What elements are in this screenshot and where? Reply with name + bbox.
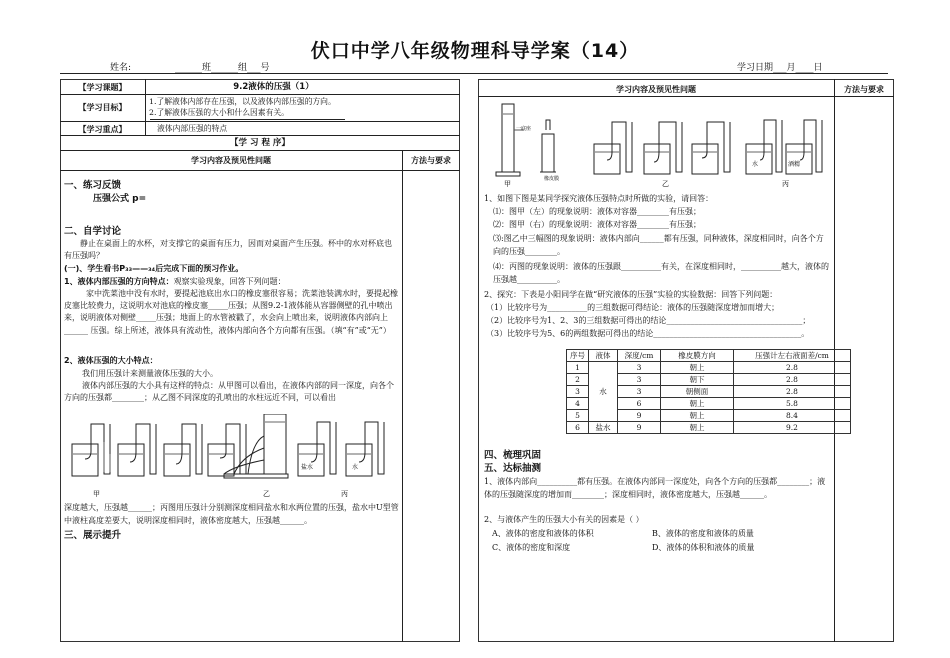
right-fig-label-membrane: 橡皮膜	[544, 176, 560, 182]
table-cell: 5	[567, 410, 589, 422]
q2-2: （2）比较序号为1、2、3的三组数据可得出的结论__________________________________；	[486, 316, 811, 325]
table-cell: 5.8	[734, 398, 851, 410]
left-experiment-figure	[66, 414, 396, 504]
right-col-method: 方法与要求	[844, 85, 884, 94]
s2-item-2: 2、液体压强的大小特点：	[64, 356, 158, 365]
section-1: 一、练习反馈	[64, 180, 122, 191]
figure-jia-sleeve	[540, 120, 556, 172]
table-cell: 朝上	[661, 410, 734, 422]
section-2: 二、自学讨论	[64, 226, 122, 237]
left-fig-label-water: 水	[352, 464, 359, 471]
goal-1: 1.了解液体内部存在压强，以及液体内部压强的方向。	[149, 97, 336, 106]
table-header: 深度/cm	[618, 350, 661, 362]
table-cell: 3	[618, 386, 661, 398]
goal-2: 2.了解液体压强的大小和什么因素有关。	[149, 108, 289, 117]
pressure-formula: 压强公式 p=	[93, 194, 147, 204]
figure-jia-beaker-2	[118, 424, 156, 476]
table-cell: 朝上	[661, 362, 734, 374]
table-cell: 6	[618, 398, 661, 410]
table-cell: 2.8	[734, 374, 851, 386]
table-cell: 3	[618, 374, 661, 386]
right-fig-label-alcohol: 酒精	[788, 161, 801, 168]
topic-value: 9.2液体的压强（1）	[233, 82, 314, 92]
figure-jia-tube	[496, 104, 524, 176]
table-row	[567, 362, 851, 374]
right-fig-label-water: 水	[752, 161, 759, 168]
q2-1: （1）比较序号为__________的三组数据可得结论：液体的压强随深度增加而增大；	[486, 303, 780, 312]
left-fig-label-bing: 丙	[341, 490, 348, 498]
left-fig-label-salt: 盐水	[301, 464, 314, 471]
table-header: 序号	[567, 350, 589, 362]
s2-item-1: 1、液体内部压强的方向特点：	[64, 277, 174, 286]
table-cell-liquid: 水	[589, 362, 618, 422]
section-5: 五、达标抽测	[484, 463, 542, 474]
table-cell: 4	[567, 398, 589, 410]
figure-jia-beaker-3	[164, 424, 202, 476]
q1: 1、如图下图是某同学探究液体压强特点时所做的实验，请回答：	[484, 194, 714, 203]
table-cell: 朝下	[661, 374, 734, 386]
q1-1: ⑴：图甲（左）的现象说明：液体对容器________有压强；	[493, 207, 701, 216]
goal-label: 【学习目标】	[78, 103, 127, 112]
s2-para-3: 我们用压强计来测量液体压强的大小。	[82, 369, 218, 378]
q2-3: （3）比较序号为5、6的两组数据可得出的结论_____________________________________。	[486, 329, 810, 338]
table-cell: 9	[618, 410, 661, 422]
table-header: 压强计左右液面差/cm	[734, 350, 851, 362]
right-fig-label-yi: 乙	[662, 180, 669, 188]
test-2: 2、与液体产生的压强大小有关的因素是（ ）	[484, 515, 644, 524]
option-c: C、液体的密度和深度	[492, 543, 571, 552]
figure-yi-beaker-2	[644, 122, 682, 174]
table-cell: 2.8	[734, 386, 851, 398]
focus-value: 液体内部压强的特点	[157, 124, 228, 133]
table-cell: 1	[567, 362, 589, 374]
right-fig-label-base: 一底座	[516, 126, 532, 132]
s2-para-2: 家中洗菜池中没有水时，要提起池底出水口的橡皮塞很容易；洗菜池装满水时，要提起橡皮塞比较费力，这说明水对池底的橡皮塞_____压强；从图9.2-1液体能从容器侧壁的孔中喷出来，说明液体对侧壁_____压强；地面上的水管被戳了，水会向上喷出来，说明液体内部向上______ 压强。综上所述，液体具有流动性，液体内部向各个方向都有压强。（填“有”或“无”）	[64, 289, 398, 335]
test-1: 1、液体内部向__________都有压强。在液体内部同一深度处，向各个方向的压强都________；液体的压强随深度的增加而________；深度相同时，液体密度越大，压强越______。	[484, 477, 826, 499]
table-cell: 3	[618, 362, 661, 374]
option-a: A、液体的密度和液体的体积	[492, 529, 594, 538]
header-rule	[60, 73, 888, 74]
s2-item-1-tail: 观察实验现象，回答下列问题：	[173, 277, 286, 286]
figure-jia-beaker-4	[208, 424, 246, 476]
s2-para-1: 静止在桌面上的水杯，对支撑它的桌面有压力，因而对桌面产生压强。杯中的水对杯底也有压强吗？	[64, 239, 392, 260]
left-fig-label-yi: 乙	[263, 490, 270, 498]
table-cell: 2.8	[734, 362, 851, 374]
experiment-data-table	[566, 349, 851, 434]
class-label: ______班______组___号	[175, 63, 270, 73]
s2-para-4: 液体内部压强的大小具有这样的特点：从甲图可以看出，在液体内部的同一深度，向各个方向的压强都________；从乙图不同深度的孔喷出的水柱远近不同，可以看出	[64, 381, 394, 403]
q1-3: ⑶:图乙中三幅图的现象说明：液体内部向______都有压强，同种液体，深度相同时，向各个方向的压强________。	[493, 234, 824, 256]
date-label: 学习日期___月____日	[737, 63, 823, 73]
focus-label: 【学习重点】	[78, 125, 127, 134]
page-title: 伏口中学八年级物理科导学案（14）	[310, 40, 640, 62]
right-fig-label-jia: 甲	[504, 180, 511, 188]
q2: 2、探究：下表是小阳同学在做“研究液体的压强”实验的实验数据：回答下列问题：	[484, 290, 778, 299]
right-experiment-figure	[484, 100, 824, 192]
figure-yi-beaker-3	[692, 122, 730, 174]
q1-2: ⑵：图甲（右）的现象说明：液体对容器________有压强；	[493, 220, 701, 229]
table-cell: 朝侧面	[661, 386, 734, 398]
table-header-row	[567, 350, 851, 362]
s2-item-1-row	[64, 276, 399, 288]
name-label: 姓名:	[110, 63, 132, 73]
left-col-method: 方法与要求	[411, 156, 451, 165]
table-cell: 3	[567, 386, 589, 398]
s2-para-5: 深度越大，压强越______；丙图用压强计分别测深度相同盐水和水两位置的压强，盐水中U型管中液柱高度差要大，说明深度相同时，液体密度越大，压强越______。	[64, 503, 399, 525]
left-fig-label-jia: 甲	[93, 490, 100, 498]
option-b: B、液体的密度和液体的质量	[652, 529, 754, 538]
table-cell: 9.2	[734, 422, 851, 434]
table-cell: 9	[618, 422, 661, 434]
table-cell: 朝上	[661, 398, 734, 410]
s2-subheading: (一)、学生看书P₃₃——₃₄后完成下面的预习作业。	[64, 264, 244, 273]
table-cell: 8.4	[734, 410, 851, 422]
option-d: D、液体的体积和液体的质量	[652, 543, 755, 552]
section-4: 四、梳理巩固	[484, 450, 542, 461]
table-cell: 盐水	[589, 422, 618, 434]
table-row	[567, 422, 851, 434]
table-cell: 2	[567, 374, 589, 386]
table-cell: 6	[567, 422, 589, 434]
table-header: 液体	[589, 350, 618, 362]
figure-jia-beaker-1	[72, 424, 110, 476]
right-col-content: 学习内容及预见性问题	[616, 85, 696, 94]
section-3: 三、展示提升	[64, 530, 122, 541]
procedure-heading: 【学 习 程 序】	[230, 138, 290, 148]
table-cell: 朝上	[661, 422, 734, 434]
q1-4: ⑷：丙图的现象说明：液体的压强跟__________有关，在深度相同时，__________越大，液体的压强越__________。	[493, 262, 829, 284]
right-fig-label-bing: 丙	[782, 180, 789, 188]
left-col-content: 学习内容及预见性问题	[191, 156, 271, 165]
figure-yi-beaker-1	[594, 122, 632, 174]
topic-label: 【学习课题】	[78, 83, 127, 92]
table-header: 橡皮膜方向	[661, 350, 734, 362]
